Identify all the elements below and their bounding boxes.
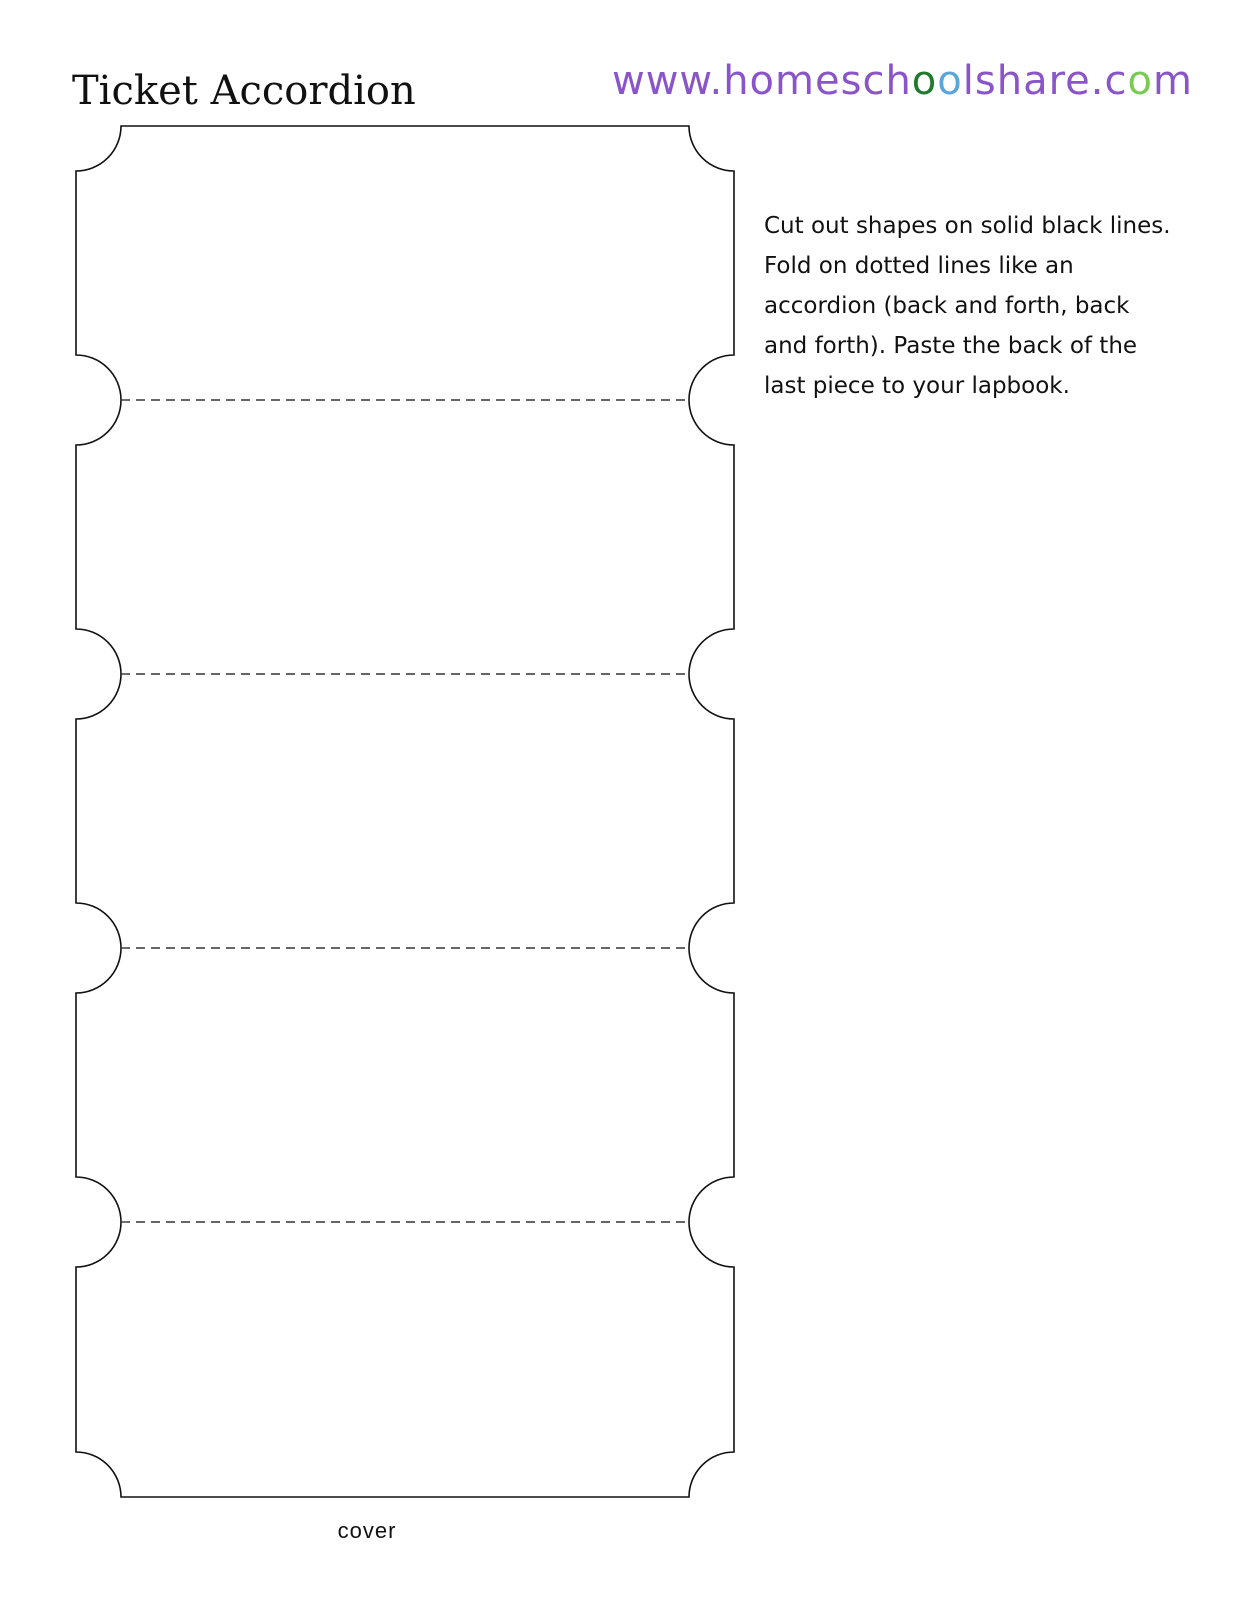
brand-segment-5: o bbox=[937, 58, 963, 104]
brand-segment-2: o bbox=[749, 58, 776, 104]
instructions-text: Cut out shapes on solid black lines. Fold on dotted lines like an accordion (back and forth, back and forth). Paste the back of the last piece to your lapbook. bbox=[764, 213, 1171, 399]
cover-label: cover bbox=[337, 1518, 397, 1543]
ticket-cut-outline bbox=[76, 126, 734, 1497]
brand-segment-1: www.h bbox=[612, 58, 750, 104]
brand-segment-6: lshare.c bbox=[962, 58, 1128, 104]
brand-segment-3: mesch bbox=[775, 58, 912, 104]
page-title: Ticket Accordion bbox=[72, 68, 416, 114]
brand-segment-4: o bbox=[911, 58, 938, 104]
brand-segment-7: o bbox=[1127, 58, 1153, 104]
brand-segment-8: m bbox=[1152, 58, 1193, 104]
